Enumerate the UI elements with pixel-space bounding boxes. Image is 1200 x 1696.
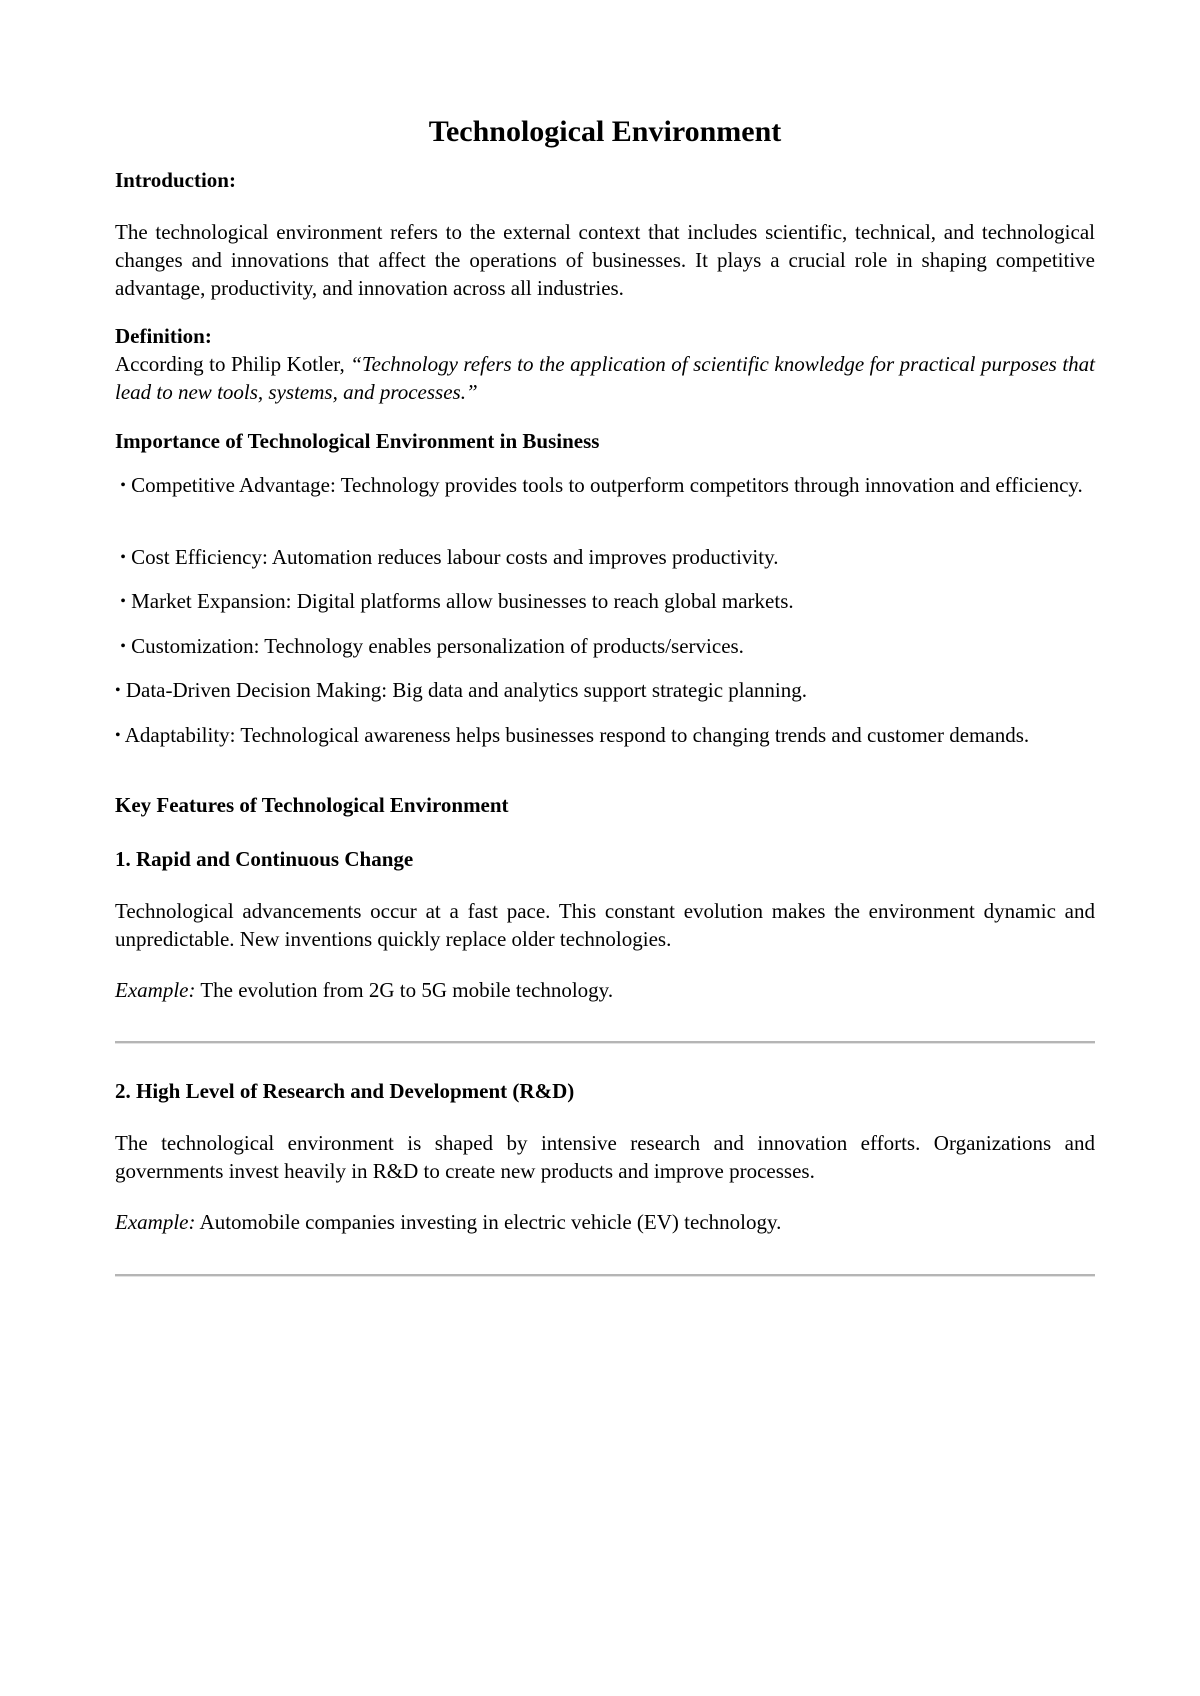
introduction-paragraph: The technological environment refers to the external context that includes scientific, technical, and technological changes and innovations that affect the operations of businesses. It plays a crucial role in shaping competitive advantage, productivity, and innovation across all industries. — [115, 220, 1095, 300]
bullet-icon: • — [120, 477, 126, 494]
example-label: Example: — [115, 978, 196, 1002]
importance-item-text: Data-Driven Decision Making: Big data and analytics support strategic planning. — [125, 678, 808, 702]
importance-item — [115, 632, 1095, 663]
feature-paragraph: The technological environment is shaped by intensive research and innovation efforts. Organizations and governments invest heavily in R&D to create new products and improve processes. — [115, 1131, 1095, 1183]
bullet-icon: • — [120, 593, 126, 610]
importance-heading: Importance of Technological Environment in Business — [115, 429, 600, 453]
feature-example — [115, 1208, 1095, 1236]
example-text: The evolution from 2G to 5G mobile technology. — [195, 978, 614, 1002]
section-divider — [115, 1274, 1095, 1277]
importance-item — [115, 587, 1095, 618]
importance-item-text: Cost Efficiency: Automation reduces labour costs and improves productivity. — [131, 545, 779, 569]
introduction-heading: Introduction: — [115, 168, 236, 192]
importance-item — [115, 676, 1095, 707]
section-divider — [115, 1041, 1095, 1044]
bullet-icon: • — [120, 638, 126, 655]
definition-quote: “Technology refers to the application of scientific knowledge for practical purposes that lead to new tools, systems, and processes.” — [115, 352, 1095, 404]
importance-item-text: Competitive Advantage: Technology provides tools to outperform competitors through innovation and efficiency. — [131, 473, 1083, 497]
definition-heading: Definition: — [115, 324, 212, 348]
feature-title: 2. High Level of Research and Development (R&D) — [115, 1079, 575, 1103]
example-text: Automobile companies investing in electric vehicle (EV) technology. — [195, 1210, 782, 1234]
key-features-heading: Key Features of Technological Environment — [115, 793, 509, 817]
bullet-icon: • — [115, 682, 121, 699]
importance-item-text: Adaptability: Technological awareness helps businesses respond to changing trends and customer demands. — [124, 723, 1030, 747]
definition-paragraph — [115, 350, 1095, 406]
importance-item-text: Market Expansion: Digital platforms allow businesses to reach global markets. — [131, 589, 794, 613]
bullet-icon: • — [120, 549, 126, 566]
feature-paragraph: Technological advancements occur at a fast pace. This constant evolution makes the environment dynamic and unpredictable. New inventions quickly replace older technologies. — [115, 899, 1095, 951]
example-label: Example: — [115, 1210, 196, 1234]
bullet-icon: • — [115, 727, 121, 744]
importance-item-text: Customization: Technology enables personalization of products/services. — [131, 634, 744, 658]
feature-title: 1. Rapid and Continuous Change — [115, 847, 414, 871]
importance-item — [115, 471, 1095, 502]
importance-item — [115, 543, 1095, 574]
definition-lead: According to Philip Kotler, — [115, 352, 351, 376]
feature-example — [115, 976, 1095, 1004]
document-title: Technological Environment — [428, 115, 782, 148]
importance-item — [115, 721, 1095, 752]
